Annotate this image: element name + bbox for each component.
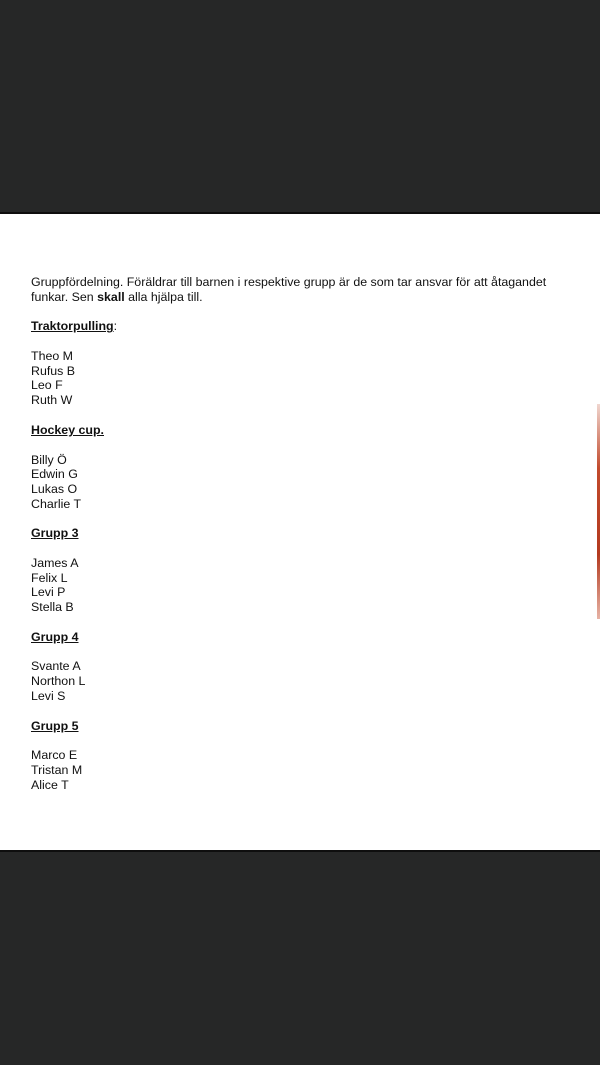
- member-list: [31, 556, 600, 615]
- intro-line-2-end: alla hjälpa till.: [124, 289, 203, 304]
- member-list: [31, 659, 600, 703]
- member-name: Billy Ö: [31, 452, 67, 467]
- document-page[interactable]: [0, 212, 600, 852]
- member-name: Alice T: [31, 777, 69, 792]
- member-name: Theo M: [31, 349, 74, 364]
- member-list: [31, 748, 600, 792]
- member-name: Rufus B: [31, 363, 76, 378]
- member-name: Svante A: [31, 659, 81, 674]
- group-hockey-cup: [31, 423, 600, 511]
- member-name: Felix L: [31, 570, 68, 585]
- intro-emphasis: skall: [97, 289, 125, 304]
- group-traktorpulling: [31, 319, 600, 407]
- member-name: Levi S: [31, 688, 66, 703]
- group-heading-text: Traktorpulling: [31, 319, 114, 334]
- intro-line-1: Gruppfördelning. Föräldrar till barnen i respektive grupp är de som tar ansvar för att åtagandet: [31, 275, 547, 289]
- group-heading: Grupp 4: [31, 629, 79, 644]
- member-name: Ruth W: [31, 393, 73, 408]
- intro-line-2-start: funkar. Sen: [31, 289, 98, 304]
- group-heading-suffix: :: [113, 319, 118, 334]
- viewer-top-background: [0, 0, 600, 212]
- group-heading: Grupp 3: [31, 526, 79, 541]
- group-heading: Grupp 5: [31, 718, 79, 733]
- document-content: [31, 275, 600, 792]
- member-name: Edwin G: [31, 467, 78, 482]
- group-heading: [31, 319, 600, 334]
- group-3: [31, 526, 600, 614]
- member-name: Northon L: [31, 674, 86, 689]
- member-list: [31, 349, 600, 408]
- member-name: Lukas O: [31, 481, 78, 496]
- member-name: Charlie T: [31, 496, 82, 511]
- viewer-bottom-background: [0, 852, 600, 1065]
- member-name: Tristan M: [31, 762, 83, 777]
- member-list: [31, 453, 600, 512]
- group-4: [31, 630, 600, 704]
- intro-paragraph: [31, 275, 600, 304]
- member-name: James A: [31, 556, 79, 571]
- member-name: Stella B: [31, 600, 74, 615]
- group-heading: Hockey cup.: [31, 422, 104, 437]
- member-name: Marco E: [31, 748, 78, 763]
- member-name: Levi P: [31, 585, 66, 600]
- group-5: [31, 719, 600, 793]
- member-name: Leo F: [31, 378, 63, 393]
